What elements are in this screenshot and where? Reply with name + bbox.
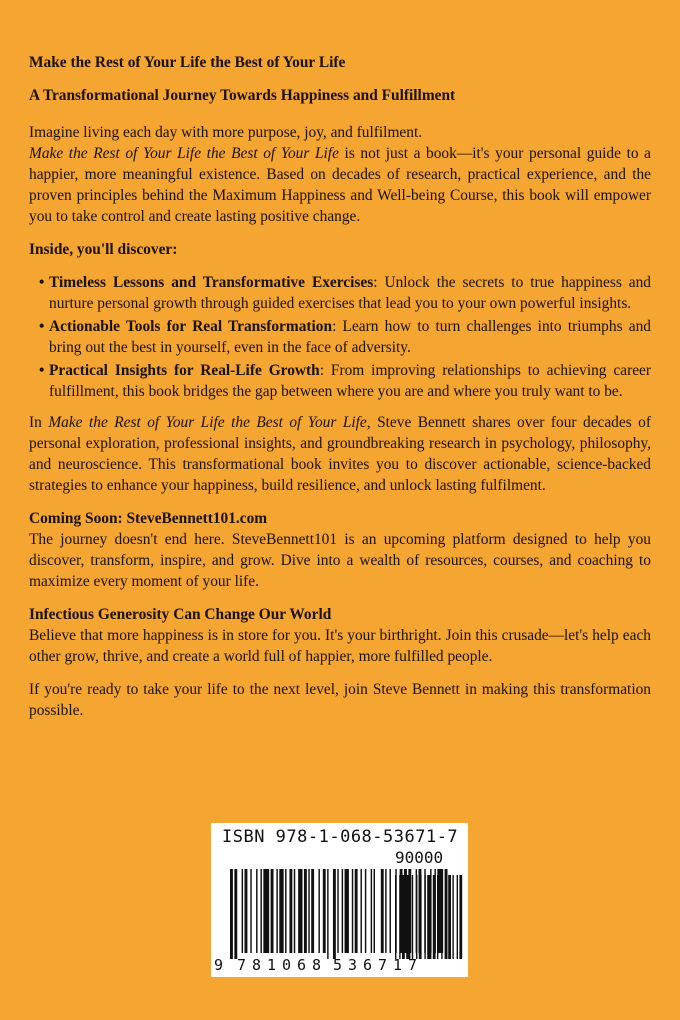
barcode-bar: [337, 869, 338, 953]
barcode-bar: [271, 869, 274, 953]
intro-book-title: Make the Rest of Your Life the Best of Your Life: [29, 145, 339, 162]
list-item: [29, 272, 651, 314]
addon-bar: [448, 875, 451, 959]
feature-text: : Learn how to turn challenges into triumphs and bring out the best in yourself, even in the face of adversity.: [49, 318, 651, 356]
addon-bar: [437, 875, 438, 959]
barcode-bar: [289, 869, 292, 953]
feature-text: : Unlock the secrets to true happiness and nurture personal growth through guided exercises that lead you to your own powerful insights.: [49, 274, 651, 312]
addon-bar: [459, 875, 462, 959]
barcode-bar: [250, 869, 251, 953]
intro-paragraph: [29, 143, 651, 227]
bullet-icon: •: [39, 274, 45, 291]
addon-bar: [419, 875, 422, 959]
barcode-bar: [308, 869, 309, 953]
ean-right-digits: 536717: [333, 956, 417, 974]
barcode-bar: [304, 869, 307, 953]
barcode-bars: [230, 869, 462, 959]
barcode-bar: [263, 869, 269, 953]
intro-line: Imagine living each day with more purpose, joy, and fulfilment.: [29, 124, 423, 141]
addon-bar: [399, 875, 400, 959]
barcode-bar: [294, 869, 295, 953]
book-title: Make the Rest of Your Life the Best of Your Life: [29, 54, 346, 71]
author-text: , Steve Bennett shares over four decades of personal exploration, professional insights, and groundbreaking research in psychology, philosophy, and neuroscience. This transformational book invites you to discover actionable, science-backed strategies to enhance your happiness, build resilience, and unlock lasting fulfilment.: [29, 414, 652, 494]
barcode-bar: [390, 869, 391, 953]
barcode-bar: [342, 869, 343, 953]
barcode-bar: [234, 869, 237, 959]
addon-bar: [406, 875, 410, 959]
generosity-text: Believe that more happiness is in store for you. It's your birthright. Join this crusade—let's help each other grow, thrive, and create a world full of happier, more fulfilled people.: [29, 627, 651, 665]
barcode-bar: [276, 869, 277, 953]
feature-text: : From improving relationships to achieving career fulfillment, this book bridges the gap between where you are and where you truly want to be.: [49, 362, 651, 400]
barcode-bar: [385, 869, 386, 953]
bullet-icon: •: [39, 362, 45, 379]
addon-bar: [395, 875, 396, 959]
addon-bar: [416, 875, 417, 959]
generosity-heading: Infectious Generosity Can Change Our World: [29, 606, 332, 623]
list-item: [29, 316, 651, 358]
ean-first-digit: 9: [214, 956, 224, 974]
barcode-bar: [256, 869, 257, 953]
barcode-bar: [311, 869, 314, 953]
author-book-title: Make the Rest of Your Life the Best of Your Life: [48, 414, 367, 431]
cover-text: [29, 52, 651, 721]
intro-text: is not just a book—it's your personal guide to a happier, more meaningful existence. Based on decades of research, practical experience, and the proven principles behind the Maximum Happiness and Well-being Course, this book will empower you to take control and create lasting positive change.: [29, 145, 652, 225]
coming-soon-heading: Coming Soon: SteveBennett101.com: [29, 510, 268, 527]
barcode-bar: [260, 869, 261, 953]
barcode-bar: [371, 869, 372, 953]
addon-bar: [424, 875, 425, 959]
barcode-bar: [242, 869, 243, 953]
barcode-bar: [333, 869, 336, 959]
book-subtitle: A Transformational Journey Towards Happiness and Fulfillment: [29, 87, 456, 104]
addon-bar: [441, 875, 442, 959]
barcode-bar: [298, 869, 302, 953]
barcode-bar: [381, 869, 384, 953]
barcode-bar: [352, 869, 353, 953]
price-code: 90000: [395, 848, 444, 867]
barcode-bar: [323, 869, 326, 953]
closing-text: If you're ready to take your life to the next level, join Steve Bennett in making this transformation possible.: [29, 681, 651, 719]
barcode-bar: [318, 869, 319, 953]
bullet-icon: •: [39, 318, 45, 335]
author-prefix: In: [29, 414, 49, 431]
feature-list: [29, 272, 651, 402]
addon-bar: [457, 875, 458, 959]
author-paragraph: [29, 412, 651, 496]
addon-bar: [433, 875, 436, 959]
addon-bar: [452, 875, 453, 959]
barcode-bar: [365, 869, 366, 953]
barcode-bar: [374, 869, 375, 953]
barcode-bar: [327, 869, 328, 959]
addon-bar: [412, 875, 413, 959]
inside-heading: Inside, you'll discover:: [29, 241, 178, 258]
barcode-bar: [285, 869, 286, 953]
isbn-barcode: [211, 823, 468, 977]
feature-title: Actionable Tools for Real Transformation: [49, 318, 333, 335]
list-item: [29, 360, 651, 402]
feature-title: Practical Insights for Real-Life Growth: [49, 362, 320, 379]
barcode-bar: [355, 869, 358, 953]
barcode-bar: [345, 869, 349, 953]
addon-bar: [402, 875, 405, 959]
ean-left-digits: 781068: [237, 956, 321, 974]
feature-title: Timeless Lessons and Transformative Exercises: [49, 274, 374, 291]
coming-soon-text: The journey doesn't end here. SteveBennett101 is an upcoming platform designed to help you discover, transform, inspire, and grow. Dive into a wealth of resources, courses, and coaching to maximize every moment of your life.: [29, 531, 651, 590]
addon-bar: [445, 875, 446, 959]
barcode-bar: [361, 869, 362, 953]
isbn-label: ISBN 978-1-068-53671-7: [222, 827, 459, 847]
barcode-bar: [245, 869, 248, 953]
barcode-bar: [230, 869, 233, 959]
addon-bar: [427, 875, 431, 959]
barcode-bar: [279, 869, 283, 953]
